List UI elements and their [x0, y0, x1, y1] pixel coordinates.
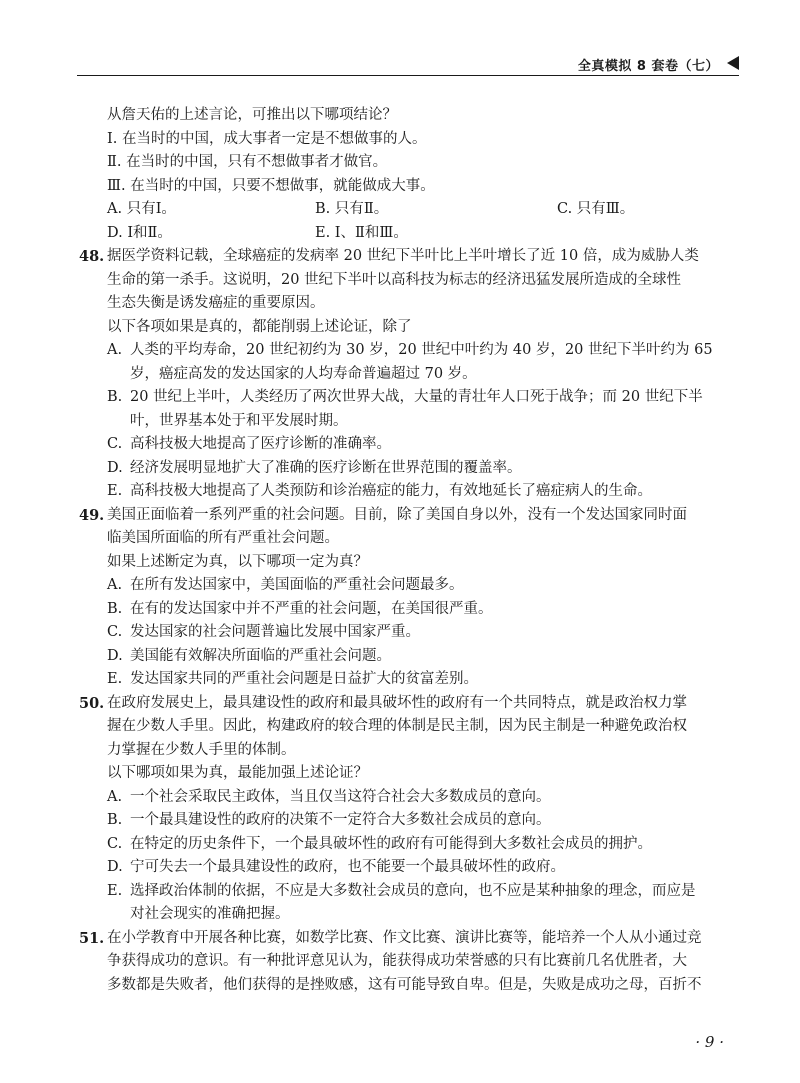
header-rule — [77, 75, 739, 76]
option-text-line: 叶，世界基本处于和平发展时期。 — [130, 412, 348, 429]
q49-passage — [79, 504, 740, 551]
option-text-line: 高科技极大地提高了人类预防和诊治癌症的能力，有效地延长了癌症病人的生命。 — [130, 483, 652, 499]
option-label: D. — [107, 647, 123, 664]
q47-statement-2: Ⅱ. 在当时的中国，只有不想做事者才做官。 — [107, 154, 388, 170]
q50-passage-line-3: 力掌握在少数人手里的体制。 — [107, 741, 296, 758]
option-text-line: 发达国家的社会问题普遍比发展中国家严重。 — [130, 624, 420, 640]
option-label: C. — [107, 624, 123, 640]
q50-option-b — [79, 809, 740, 833]
option-text-line: 发达国家共同的严重社会问题是日益扩大的贫富差别。 — [130, 671, 478, 687]
q49-passage-line-2: 临美国所面临的所有严重社会问题。 — [107, 530, 339, 546]
q48-passage-line-3: 生态失衡是诱发癌症的重要原因。 — [107, 295, 325, 311]
option-label: A. — [107, 788, 123, 805]
option-text-line: 对社会现实的准确把握。 — [130, 906, 290, 922]
q51-passage-line-1: 在小学教育中开展各种比赛，如数学比赛、作文比赛、演讲比赛等，能培养一个人从小通过竞 — [107, 929, 702, 946]
option-text-line: 在特定的历史条件下，一个最具破坏性的政府有可能得到大多数社会成员的拥护。 — [130, 835, 652, 852]
q48-option-c — [79, 433, 740, 457]
q50-passage-line-2: 握在少数人手里。因此，构建政府的较合理的体制是民主制，因为民主制是一种避免政治权 — [107, 718, 687, 734]
left-triangle-icon — [727, 56, 739, 70]
q48-option-b — [79, 386, 740, 433]
option-text-line: 美国能有效解决所面临的严重社会问题。 — [130, 647, 391, 664]
option-text-line: 人类的平均寿命，20 世纪初约为 30 岁，20 世纪中叶约为 40 岁，20 世纪下半叶约为 65 — [130, 342, 713, 358]
q51-passage — [79, 927, 740, 998]
q47-options-row-2 — [79, 222, 740, 246]
option-text-line: 经济发展明显地扩大了准确的医疗诊断在世界范围的覆盖率。 — [130, 459, 522, 476]
q49-option-c — [79, 621, 740, 645]
q50-passage-line-1: 在政府发展史上，最具建设性的政府和最具破坏性的政府有一个共同特点，就是政治权力掌 — [107, 694, 687, 711]
option-label: E. — [107, 882, 123, 899]
q50-option-a — [79, 786, 740, 810]
q49-passage-line-1: 美国正面临着一系列严重的社会问题。目前，除了美国自身以外，没有一个发达国家同时面 — [107, 506, 687, 523]
option-text-line: 在有的发达国家中并不严重的社会问题，在美国很严重。 — [130, 600, 493, 617]
q47-option-b: B. 只有Ⅱ。 — [315, 201, 389, 217]
q49-number: 49. — [79, 506, 105, 524]
q47-stem: 从詹天佑的上述言论，可推出以下哪项结论？ — [107, 107, 397, 123]
q50-option-e — [79, 880, 740, 927]
option-text-line: 岁，癌症高发的发达国家的人均寿命普遍超过 70 岁。 — [130, 365, 477, 382]
option-text-line: 宁可失去一个最具建设性的政府，也不能要一个最具破坏性的政府。 — [130, 859, 565, 875]
q48-passage-line-2: 生命的第一杀手。这说明，20 世纪下半叶以高科技为标志的经济迅猛发展所造成的全球性 — [107, 271, 682, 288]
q50-question: 以下哪项如果为真，最能加强上述论证？ — [107, 765, 368, 781]
q48-passage-line-1: 据医学资料记载，全球癌症的发病率 20 世纪下半叶比上半叶增长了近 10 倍，成为威胁人类 — [107, 248, 699, 264]
q47-statement-3: Ⅲ. 在当时的中国，只要不想做事，就能做成大事。 — [107, 177, 435, 194]
option-text-line: 高科技极大地提高了医疗诊断的准确率。 — [130, 436, 391, 452]
option-label: E. — [107, 671, 123, 687]
option-text-line: 在所有发达国家中，美国面临的严重社会问题最多。 — [130, 577, 464, 593]
q50-option-d — [79, 856, 740, 880]
option-label: C. — [107, 436, 123, 452]
q49-option-a — [79, 574, 740, 598]
option-text-line: 选择政治体制的依据，不应是大多数社会成员的意向，也不应是某种抽象的理念，而应是 — [130, 882, 696, 899]
q50-passage — [79, 692, 740, 763]
option-label: D. — [107, 859, 123, 875]
option-label: B. — [107, 812, 123, 828]
q47-options-row-1 — [79, 198, 740, 222]
q49-option-d — [79, 645, 740, 669]
q48-passage — [79, 245, 740, 316]
header-title: 全真模拟 8 套卷（七） — [577, 59, 719, 74]
q51-passage-line-3: 多数都是失败者，他们获得的是挫败感，这有可能导致自卑。但是，失败是成功之母，百折不 — [107, 976, 702, 993]
option-label: B. — [107, 389, 123, 405]
q47-statement-1: Ⅰ. 在当时的中国，成大事者一定是不想做事的人。 — [107, 130, 427, 147]
q51-passage-line-2: 争获得成功的意识。有一种批评意见认为，能获得成功荣誉感的只有比赛前几名优胜者，大 — [107, 953, 687, 969]
option-text-line: 一个社会采取民主政体，当且仅当这符合社会大多数成员的意向。 — [130, 788, 551, 805]
option-label: B. — [107, 600, 123, 617]
page-number: · 9 · — [695, 1033, 724, 1051]
option-text-line: 20 世纪上半叶，人类经历了两次世界大战，大量的青壮年人口死于战争；而 20 世纪下半 — [130, 389, 703, 405]
option-label: E. — [107, 483, 123, 499]
q48-option-d — [79, 457, 740, 481]
q49-option-b — [79, 598, 740, 622]
option-label: A. — [107, 342, 123, 358]
q48-question: 以下各项如果是真的，都能削弱上述论证，除了 — [107, 318, 412, 335]
option-text-line: 一个最具建设性的政府的决策不一定符合大多数社会成员的意向。 — [130, 812, 551, 828]
option-label: A. — [107, 577, 123, 593]
q47-option-d: D. Ⅰ和Ⅱ。 — [107, 224, 172, 241]
q48-option-a — [79, 339, 740, 386]
q50-option-c — [79, 833, 740, 857]
page-content — [79, 104, 740, 997]
q49-option-e — [79, 668, 740, 692]
q49-question: 如果上述断定为真，以下哪项一定为真？ — [107, 553, 368, 570]
q47-option-c: C. 只有Ⅲ。 — [557, 201, 635, 217]
q47-option-a: A. 只有Ⅰ。 — [107, 201, 176, 217]
q48-number: 48. — [79, 248, 105, 265]
q51-number: 51. — [79, 929, 105, 947]
option-label: D. — [107, 459, 123, 476]
running-header — [77, 52, 739, 74]
q47-option-e: E. Ⅰ、Ⅱ和Ⅲ。 — [315, 224, 408, 241]
option-label: C. — [107, 835, 123, 852]
q50-number: 50. — [79, 694, 105, 712]
q48-option-e — [79, 480, 740, 504]
